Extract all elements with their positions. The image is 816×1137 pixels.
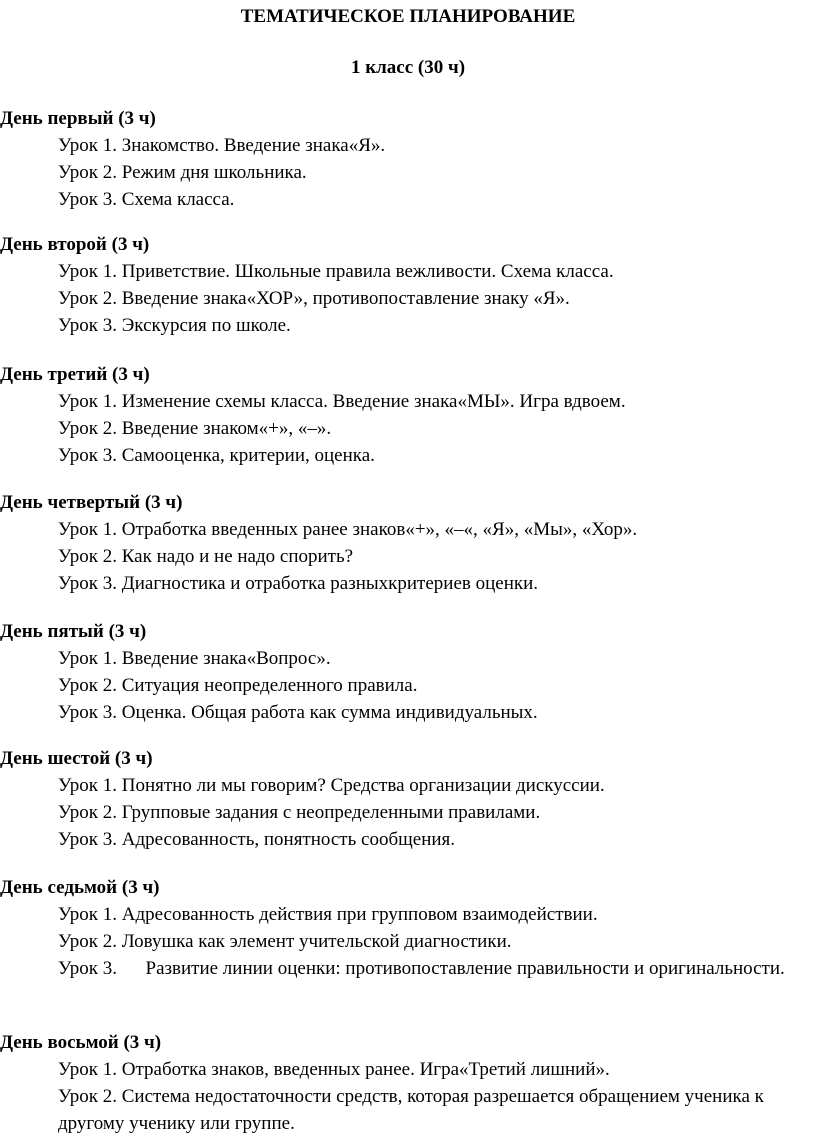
lesson-item: Урок 3. Оценка. Общая работа как сумма индивидуальных. bbox=[58, 702, 538, 723]
day-heading: День шестой (3 ч) bbox=[0, 748, 153, 769]
day-section-8 bbox=[0, 1030, 816, 1137]
lesson-item: Урок 1. Изменение схемы класса. Введение знака«МЫ». Игра вдвоем. bbox=[58, 391, 626, 412]
lesson-item: Урок 3. Адресованность, понятность сообщения. bbox=[58, 829, 456, 850]
lesson-item: Урок 1. Отработка введенных ранее знаков«+», «–«, «Я», «Мы», «Хор». bbox=[58, 519, 638, 540]
day-heading: День восьмой (3 ч) bbox=[0, 1032, 162, 1053]
lesson-item: Урок 2. Как надо и не надо спорить? bbox=[58, 546, 354, 567]
day-heading: День второй (3 ч) bbox=[0, 234, 150, 255]
lesson-item: Урок 3. Схема класса. bbox=[58, 189, 235, 210]
lesson-item: Урок 2. Введение знаком«+», «–». bbox=[58, 418, 332, 439]
lesson-item: Урок 2. Режим дня школьника. bbox=[58, 162, 307, 183]
lesson-item: Урок 2. Система недостаточности средств, которая разрешается обращением ученика к другому ученику или группе. bbox=[58, 1086, 764, 1134]
lesson-item: Урок 1. Отработка знаков, введенных ранее. Игра«Третий лишний». bbox=[58, 1059, 610, 1080]
lesson-item: Урок 3. Экскурсия по школе. bbox=[58, 315, 291, 336]
day-section-6 bbox=[0, 746, 816, 853]
lesson-item: Урок 3. Развитие линии оценки: противопоставление правильности и оригинальности. bbox=[58, 958, 785, 979]
document-title: ТЕМАТИЧЕСКОЕ ПЛАНИРОВАНИЕ bbox=[240, 6, 576, 27]
lesson-item: Урок 2. Ловушка как элемент учительской диагностики. bbox=[58, 931, 512, 952]
day-heading: День седьмой (3 ч) bbox=[0, 877, 160, 898]
lesson-item: Урок 3. Самооценка, критерии, оценка. bbox=[58, 445, 375, 466]
day-section-3 bbox=[0, 362, 816, 469]
day-heading: День третий (3 ч) bbox=[0, 364, 150, 385]
lesson-item: Урок 2. Введение знака«ХОР», противопоставление знаку «Я». bbox=[58, 288, 570, 309]
day-heading: День пятый (3 ч) bbox=[0, 621, 147, 642]
lesson-item: Урок 1. Адресованность действия при групповом взаимодействии. bbox=[58, 904, 598, 925]
lesson-item: Урок 2. Групповые задания с неопределенными правилами. bbox=[58, 802, 541, 823]
lesson-item: Урок 2. Ситуация неопределенного правила. bbox=[58, 675, 418, 696]
day-section-4 bbox=[0, 490, 816, 597]
lesson-item: Урок 1. Введение знака«Вопрос». bbox=[58, 648, 331, 669]
lesson-item: Урок 1. Знакомство. Введение знака«Я». bbox=[58, 135, 386, 156]
day-heading: День первый (3 ч) bbox=[0, 108, 156, 129]
day-section-5 bbox=[0, 619, 816, 726]
lesson-item: Урок 1. Понятно ли мы говорим? Средства организации дискуссии. bbox=[58, 775, 605, 796]
day-heading: День четвертый (3 ч) bbox=[0, 492, 183, 513]
lesson-item: Урок 3. Диагностика и отработка разныхкритериев оценки. bbox=[58, 573, 539, 594]
lesson-item: Урок 1. Приветствие. Школьные правила вежливости. Схема класса. bbox=[58, 261, 614, 282]
day-section-1 bbox=[0, 106, 816, 213]
day-section-2 bbox=[0, 232, 816, 339]
day-section-7 bbox=[0, 875, 816, 982]
document-subtitle: 1 класс (30 ч) bbox=[350, 57, 466, 78]
